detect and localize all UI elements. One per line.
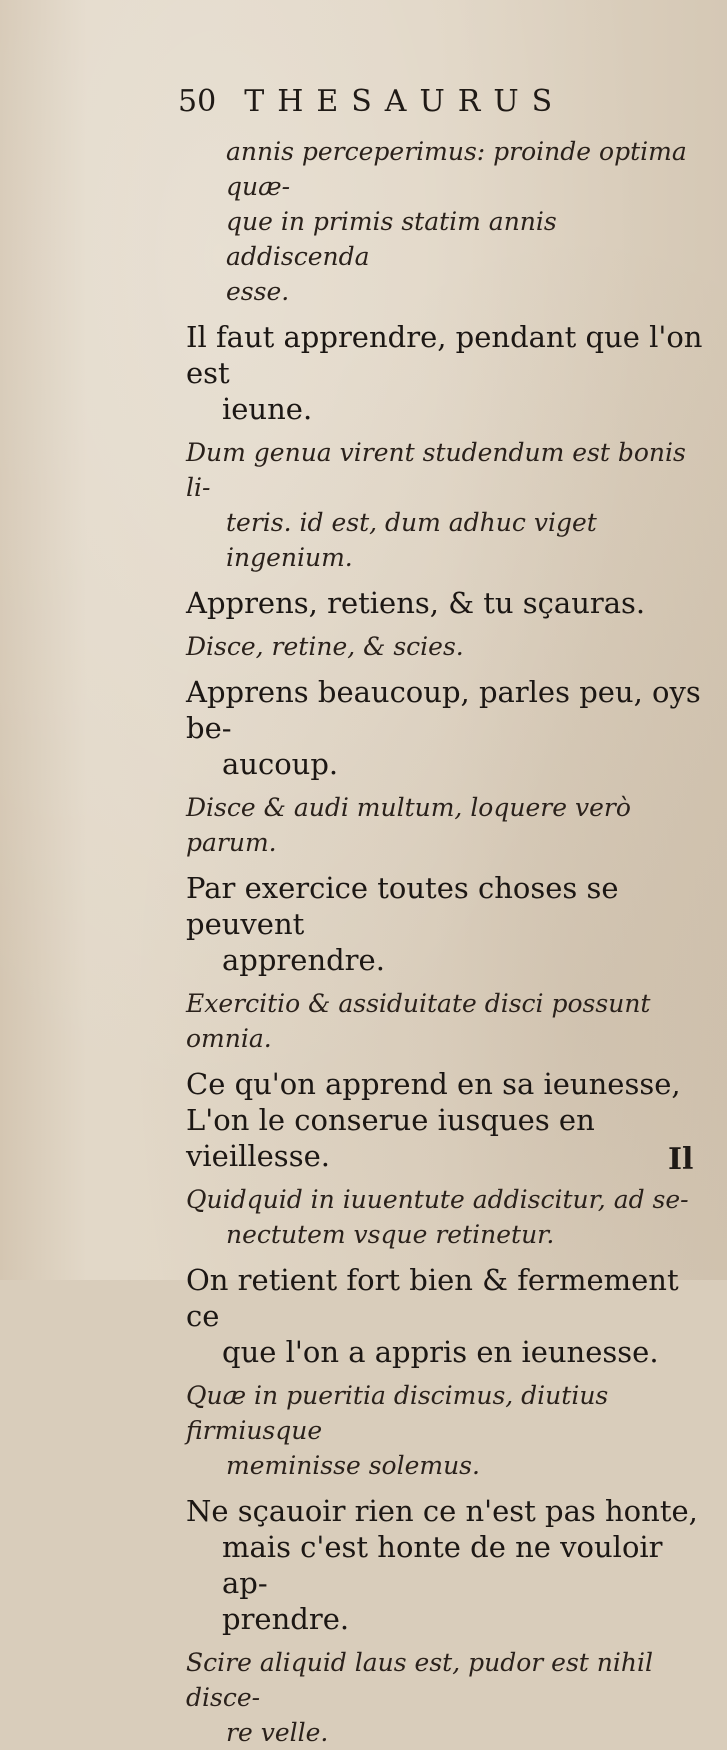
running-title: THESAURUS xyxy=(244,84,566,119)
text-line: Dum genua virent studendum est bonis li- xyxy=(186,438,686,502)
latin-sentence xyxy=(186,1182,706,1252)
text-line: nectutem vsque retinetur. xyxy=(226,1220,555,1249)
text-line: prendre. xyxy=(222,1602,350,1636)
text-line: Disce & audi multum, loquere verò parum. xyxy=(186,793,631,857)
french-proverb xyxy=(186,1262,706,1370)
latin-sentence xyxy=(186,790,706,860)
text-line: aucoup. xyxy=(222,747,339,781)
running-header xyxy=(178,84,608,119)
text-line: re velle. xyxy=(226,1718,329,1747)
text-line: Disce, retine, & scies. xyxy=(186,632,464,661)
page-text xyxy=(186,134,706,1750)
french-proverb xyxy=(186,870,706,978)
french-proverb xyxy=(186,319,706,427)
text-line: Ce qu'on apprend en sa ieunesse, xyxy=(186,1067,681,1101)
text-line: Ne sçauoir rien ce n'est pas honte, xyxy=(186,1494,698,1528)
text-line: mais c'est honte de ne vouloir ap- xyxy=(222,1530,663,1600)
text-line: que l'on a appris en ieunesse. xyxy=(222,1335,659,1369)
catchword: Il xyxy=(668,1142,694,1177)
latin-sentence xyxy=(186,629,706,664)
text-line: Apprens beaucoup, parles peu, oys be- xyxy=(186,675,701,745)
text-line: Apprens, retiens, & tu sçauras. xyxy=(186,586,646,620)
text-line: On retient fort bien & fermement ce xyxy=(186,1263,679,1333)
latin-sentence xyxy=(186,1378,706,1483)
french-proverb xyxy=(186,585,706,621)
text-line: ieune. xyxy=(222,392,313,426)
text-line: Exercitio & assiduitate disci possunt omnia. xyxy=(186,989,651,1053)
text-line: apprendre. xyxy=(222,943,385,977)
french-proverb xyxy=(186,674,706,782)
page-number: 50 xyxy=(178,84,217,119)
text-line: esse. xyxy=(226,277,290,306)
latin-sentence xyxy=(186,435,706,575)
text-line: L'on le conserue iusques en vieillesse. xyxy=(186,1103,595,1173)
latin-sentence xyxy=(186,1645,706,1750)
text-line: Scire aliquid laus est, pudor est nihil disce- xyxy=(186,1648,653,1712)
french-proverb xyxy=(186,1493,706,1637)
text-line: annis perceperimus: proinde optima quæ- xyxy=(226,137,687,201)
text-line: Il faut apprendre, pendant que l'on est xyxy=(186,320,703,390)
text-line: Par exercice toutes choses se peuvent xyxy=(186,871,619,941)
text-line: Quæ in pueritia discimus, diutius firmiusque xyxy=(186,1381,609,1445)
french-proverb xyxy=(186,1066,706,1174)
text-line: teris. id est, dum adhuc viget ingenium. xyxy=(226,508,597,572)
text-line: meminisse solemus. xyxy=(226,1451,480,1480)
text-line: Quidquid in iuuentute addiscitur, ad se- xyxy=(186,1185,689,1214)
text-line: que in primis statim annis addiscenda xyxy=(226,207,557,271)
latin-sentence xyxy=(186,134,706,309)
latin-sentence xyxy=(186,986,706,1056)
